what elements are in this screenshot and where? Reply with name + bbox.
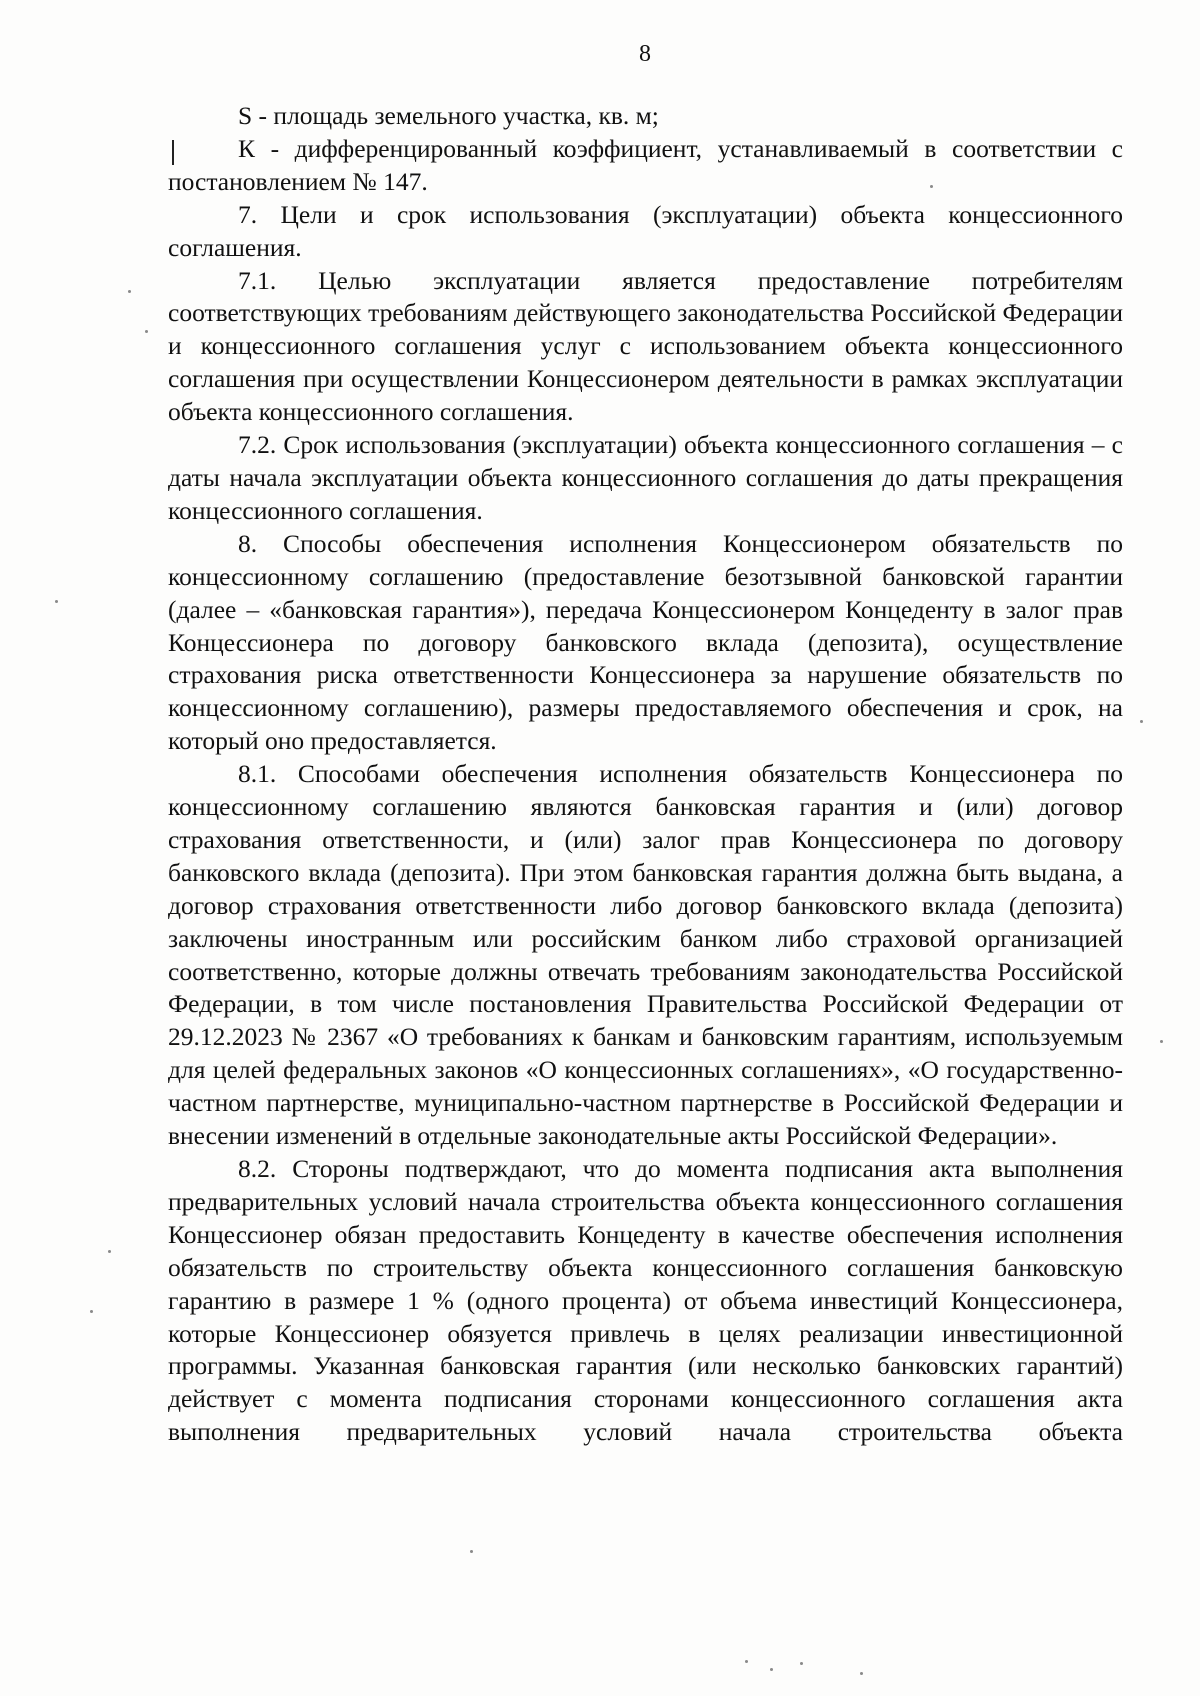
paragraph-section-7-1: 7.1. Целью эксплуатации является предоставление потребителям соответствующих требованиям действующего законодательства Российской Федерации и концессионного соглашения услуг с использованием объекта концессионного соглашения при осуществлении Концессионером деятельности в рамках эксплуатации объекта концессионного соглашения.	[168, 265, 1123, 427]
paragraph-section-7-2: 7.2. Срок использования (эксплуатации) объекта концессионного соглашения – с даты начала эксплуатации объекта концессионного соглашения до даты прекращения концессионного соглашения.	[168, 430, 1123, 525]
scan-speck	[128, 290, 131, 293]
scan-speck	[1140, 720, 1143, 723]
scan-speck	[145, 330, 148, 333]
scan-speck	[470, 1550, 473, 1553]
scan-speck	[860, 1672, 863, 1675]
paragraph-section-8-1: 8.1. Способами обеспечения исполнения обязательств Концессионера по концессионному соглашению являются банковская гарантия и (или) договор страхования ответственности, и (или) залог прав Концессионера по договору банковского вклада (депозита). При этом банковская гарантия должна быть выдана, а договор страхования ответственности либо договор банковского вклада (депозита) заключены иностранным или российским банком либо страховой организацией соответственно, которые должны отвечать требованиям законодательства Российской Федерации, в том числе постановления Правительства Российской Федерации от 29.12.2023 № 2367 «О требованиях к банкам и банковским гарантиям, используемым для целей федеральных законов «О концессионных соглашениях», «О государственно-частном партнерстве, муниципально-частном партнерстве в Российской Федерации и внесении изменений в отдельные законодательные акты Российской Федерации».	[168, 759, 1123, 1151]
paragraph-s-definition: S - площадь земельного участка, кв. м;	[238, 101, 659, 130]
scan-speck	[800, 1662, 803, 1665]
scan-speck	[745, 1660, 748, 1663]
scan-speck	[1160, 1040, 1163, 1043]
paragraph-section-8-2: 8.2. Стороны подтверждают, что до момента подписания акта выполнения предварительных условий начала строительства объекта концессионного соглашения Концессионер обязан предоставить Концеденту в качестве обеспечения исполнения обязательств по строительству объекта концессионного соглашения банковскую гарантию в размере 1 % (одного процента) от объема инвестиций Концессионера, которые Концессионер обязуется привлечь в целях реализации инвестиционной программы. Указанная банковская гарантия (или несколько банковских гарантий) действует с момента подписания сторонами концессионного соглашения акта выполнения предварительных условий начала строительства объекта	[168, 1154, 1123, 1447]
scan-speck	[770, 1668, 773, 1671]
scan-speck	[108, 1250, 111, 1253]
page-number: 8	[639, 41, 651, 67]
paragraph-section-7: 7. Цели и срок использования (эксплуатации) объекта концессионного соглашения.	[168, 199, 1123, 262]
scan-speck	[55, 600, 58, 603]
document-body	[168, 100, 1123, 1449]
paragraph-section-8: 8. Способы обеспечения исполнения Концессионером обязательств по концессионному соглашению (предоставление безотзывной банковской гарантии (далее – «банковская гарантия»), передача Концессионером Концеденту в залог прав Концессионера по договору банковского вклада (депозита), осуществление страхования риска ответственности Концессионера за нарушение обязательств по концессионному соглашению), размеры предоставляемого обеспечения и срок, на который оно предоставляется.	[168, 528, 1123, 756]
paragraph-k-definition: К - дифференцированный коэффициент, устанавливаемый в соответствии с постановлением № 147.	[168, 133, 1123, 196]
scan-speck	[930, 185, 933, 188]
scan-speck	[90, 1310, 93, 1313]
